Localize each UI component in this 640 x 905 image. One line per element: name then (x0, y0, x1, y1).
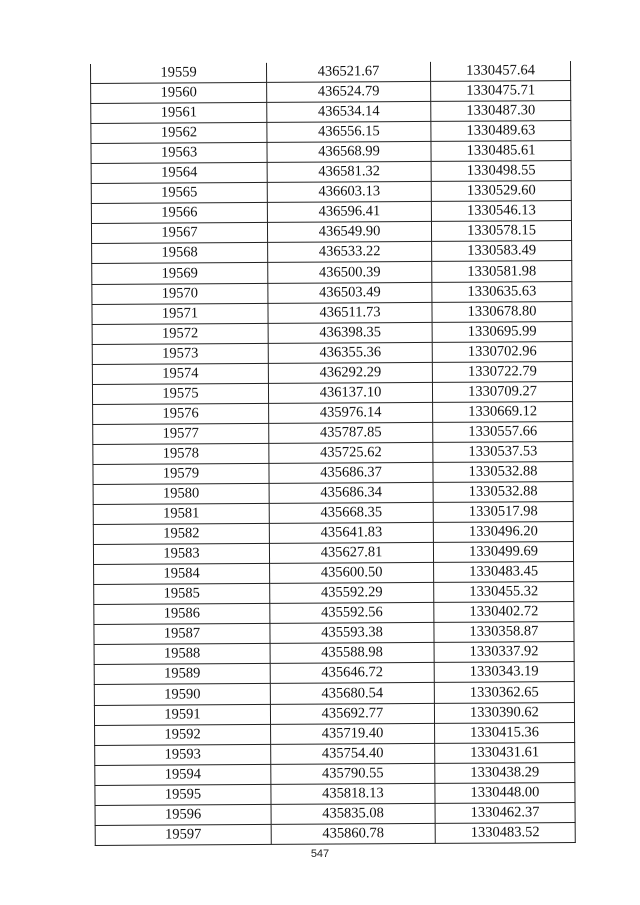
y-coordinate-cell: 1330583.49 (432, 241, 572, 262)
table-row (92, 361, 572, 384)
x-coordinate-cell: 435754.40 (271, 743, 435, 764)
y-coordinate-cell: 1330415.36 (435, 722, 575, 743)
y-coordinate-cell: 1330390.62 (434, 702, 574, 723)
table-row (93, 542, 573, 565)
point-id-cell: 19591 (94, 704, 270, 725)
point-id-cell: 19585 (94, 584, 270, 605)
x-coordinate-cell: 436534.14 (267, 102, 431, 123)
y-coordinate-cell: 1330581.98 (432, 261, 572, 282)
x-coordinate-cell: 435627.81 (269, 543, 433, 564)
point-id-cell: 19562 (91, 123, 267, 144)
y-coordinate-cell: 1330532.88 (433, 461, 573, 482)
table-row (91, 161, 571, 184)
x-coordinate-cell: 436503.49 (268, 282, 432, 303)
y-coordinate-cell: 1330431.61 (435, 742, 575, 763)
point-id-cell: 19575 (92, 383, 268, 404)
y-coordinate-cell: 1330695.99 (432, 321, 572, 342)
x-coordinate-cell: 435668.35 (269, 502, 433, 523)
point-id-cell: 19566 (91, 203, 267, 224)
point-id-cell: 19580 (93, 483, 269, 504)
table-row (94, 622, 574, 645)
x-coordinate-cell: 436355.36 (268, 342, 432, 363)
point-id-cell: 19593 (95, 744, 271, 765)
y-coordinate-cell: 1330462.37 (435, 802, 575, 823)
table-row (91, 201, 571, 224)
table-row (93, 482, 573, 505)
point-id-cell: 19570 (92, 283, 268, 304)
point-id-cell: 19560 (91, 82, 267, 103)
table-row (92, 241, 572, 264)
x-coordinate-cell: 436521.67 (266, 62, 430, 83)
table-row (95, 742, 575, 765)
y-coordinate-cell: 1330402.72 (434, 602, 574, 623)
table-row (94, 582, 574, 605)
x-coordinate-cell: 436292.29 (268, 362, 432, 383)
table-row (92, 261, 572, 284)
y-coordinate-cell: 1330448.00 (435, 782, 575, 803)
coordinate-table-body (90, 61, 575, 845)
x-coordinate-cell: 436524.79 (267, 81, 431, 102)
table-row (95, 802, 575, 825)
point-id-cell: 19587 (94, 624, 270, 645)
x-coordinate-cell: 436581.32 (267, 162, 431, 183)
point-id-cell: 19589 (94, 664, 270, 685)
y-coordinate-cell: 1330485.61 (431, 141, 571, 162)
y-coordinate-cell: 1330709.27 (432, 381, 572, 402)
x-coordinate-cell: 436500.39 (268, 262, 432, 283)
point-id-cell: 19577 (93, 423, 269, 444)
y-coordinate-cell: 1330532.88 (433, 482, 573, 503)
y-coordinate-cell: 1330487.30 (431, 101, 571, 122)
x-coordinate-cell: 436556.15 (267, 122, 431, 143)
point-id-cell: 19581 (93, 503, 269, 524)
x-coordinate-cell: 435835.08 (271, 803, 435, 824)
table-row (93, 461, 573, 484)
table-row (90, 61, 570, 83)
point-id-cell: 19583 (93, 544, 269, 565)
table-row (94, 682, 574, 705)
y-coordinate-cell: 1330498.55 (431, 161, 571, 182)
table-row (95, 782, 575, 805)
table-row (92, 301, 572, 324)
x-coordinate-cell: 436511.73 (268, 302, 432, 323)
x-coordinate-cell: 435600.50 (270, 563, 434, 584)
table-row (94, 642, 574, 665)
x-coordinate-cell: 435686.37 (269, 462, 433, 483)
table-row (94, 562, 574, 585)
point-id-cell: 19572 (92, 323, 268, 344)
table-row (93, 441, 573, 464)
x-coordinate-cell: 435588.98 (270, 643, 434, 664)
point-id-cell: 19571 (92, 303, 268, 324)
x-coordinate-cell: 436137.10 (268, 382, 432, 403)
y-coordinate-cell: 1330496.20 (433, 522, 573, 543)
x-coordinate-cell: 435646.72 (270, 663, 434, 684)
table-row (92, 341, 572, 364)
x-coordinate-cell: 435719.40 (271, 723, 435, 744)
point-id-cell: 19576 (93, 403, 269, 424)
table-row (92, 381, 572, 404)
y-coordinate-cell: 1330702.96 (432, 341, 572, 362)
y-coordinate-cell: 1330722.79 (432, 361, 572, 382)
x-coordinate-cell: 435592.56 (270, 603, 434, 624)
y-coordinate-cell: 1330578.15 (431, 221, 571, 242)
table-row (91, 81, 571, 104)
x-coordinate-cell: 436596.41 (267, 202, 431, 223)
y-coordinate-cell: 1330517.98 (433, 502, 573, 523)
point-id-cell: 19582 (93, 523, 269, 544)
x-coordinate-cell: 436533.22 (268, 242, 432, 263)
point-id-cell: 19559 (90, 63, 266, 84)
point-id-cell: 19567 (91, 223, 267, 244)
y-coordinate-cell: 1330678.80 (432, 301, 572, 322)
table-row (92, 281, 572, 304)
y-coordinate-cell: 1330438.29 (435, 762, 575, 783)
point-id-cell: 19592 (95, 724, 271, 745)
table-row (91, 141, 571, 164)
table-row (92, 321, 572, 344)
y-coordinate-cell: 1330483.45 (434, 562, 574, 583)
x-coordinate-cell: 436398.35 (268, 322, 432, 343)
coordinate-table (90, 61, 576, 846)
table-row (94, 602, 574, 625)
table-row (95, 762, 575, 785)
x-coordinate-cell: 435592.29 (270, 583, 434, 604)
y-coordinate-cell: 1330455.32 (434, 582, 574, 603)
point-id-cell: 19586 (94, 604, 270, 625)
x-coordinate-cell: 436568.99 (267, 142, 431, 163)
y-coordinate-cell: 1330358.87 (434, 622, 574, 643)
x-coordinate-cell: 435593.38 (270, 623, 434, 644)
y-coordinate-cell: 1330475.71 (431, 81, 571, 102)
table-row (93, 421, 573, 444)
point-id-cell: 19590 (94, 684, 270, 705)
x-coordinate-cell: 435818.13 (271, 783, 435, 804)
point-id-cell: 19579 (93, 463, 269, 484)
y-coordinate-cell: 1330457.64 (430, 61, 570, 81)
table-row (91, 221, 571, 244)
point-id-cell: 19568 (92, 243, 268, 264)
table-row (91, 121, 571, 144)
x-coordinate-cell: 435976.14 (269, 402, 433, 423)
table-row (91, 101, 571, 124)
x-coordinate-cell: 435641.83 (269, 522, 433, 543)
x-coordinate-cell: 435692.77 (270, 703, 434, 724)
x-coordinate-cell: 435725.62 (269, 442, 433, 463)
point-id-cell: 19573 (92, 343, 268, 364)
table-row (93, 502, 573, 525)
point-id-cell: 19561 (91, 103, 267, 124)
y-coordinate-cell: 1330483.52 (435, 822, 575, 843)
y-coordinate-cell: 1330635.63 (432, 281, 572, 302)
y-coordinate-cell: 1330557.66 (433, 421, 573, 442)
page-number: 547 (310, 848, 330, 860)
table-row (95, 822, 575, 845)
table-row (94, 702, 574, 725)
x-coordinate-cell: 435860.78 (271, 823, 435, 844)
table-row (93, 401, 573, 424)
x-coordinate-cell: 435790.55 (271, 763, 435, 784)
y-coordinate-cell: 1330529.60 (431, 181, 571, 202)
point-id-cell: 19594 (95, 764, 271, 785)
point-id-cell: 19574 (92, 363, 268, 384)
y-coordinate-cell: 1330337.92 (434, 642, 574, 663)
point-id-cell: 19564 (91, 163, 267, 184)
y-coordinate-cell: 1330499.69 (433, 542, 573, 563)
y-coordinate-cell: 1330669.12 (433, 401, 573, 422)
x-coordinate-cell: 435686.34 (269, 482, 433, 503)
y-coordinate-cell: 1330537.53 (433, 441, 573, 462)
x-coordinate-cell: 435680.54 (270, 683, 434, 704)
point-id-cell: 19588 (94, 644, 270, 665)
point-id-cell: 19578 (93, 443, 269, 464)
y-coordinate-cell: 1330362.65 (434, 682, 574, 703)
y-coordinate-cell: 1330546.13 (431, 201, 571, 222)
point-id-cell: 19565 (91, 183, 267, 204)
table-row (91, 181, 571, 204)
table-row (94, 662, 574, 685)
y-coordinate-cell: 1330489.63 (431, 121, 571, 142)
point-id-cell: 19596 (95, 804, 271, 825)
x-coordinate-cell: 435787.85 (269, 422, 433, 443)
table-row (93, 522, 573, 545)
point-id-cell: 19563 (91, 143, 267, 164)
x-coordinate-cell: 436603.13 (267, 182, 431, 203)
point-id-cell: 19597 (95, 824, 271, 845)
point-id-cell: 19595 (95, 784, 271, 805)
point-id-cell: 19584 (94, 564, 270, 585)
table-row (95, 722, 575, 745)
y-coordinate-cell: 1330343.19 (434, 662, 574, 683)
point-id-cell: 19569 (92, 263, 268, 284)
x-coordinate-cell: 436549.90 (267, 222, 431, 243)
